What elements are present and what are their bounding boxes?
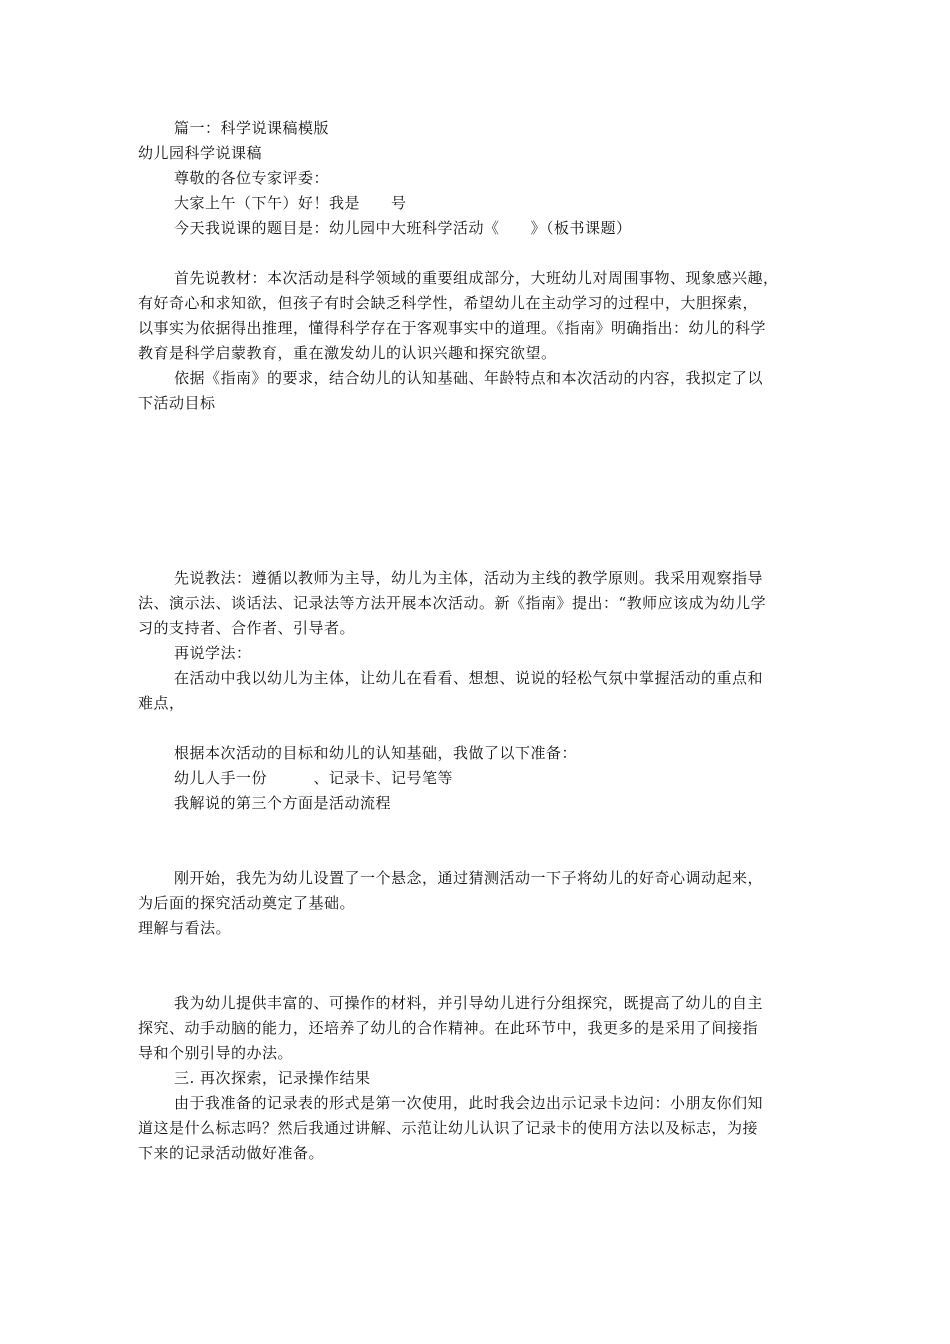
paragraph-line: 我解说的第三个方面是活动流程: [174, 794, 392, 812]
paragraph-line: 下活动目标: [138, 394, 216, 412]
paragraph-line: 为后面的探究活动奠定了基础。: [138, 894, 356, 912]
paragraph-line: 刚开始，我先为幼儿设置了一个悬念，通过猜测活动一下子将幼儿的好奇心调动起来，: [174, 869, 764, 887]
paragraph-line: 以事实为依据得出推理，懂得科学存在于客观事实中的道理。《指南》明确指出：幼儿的科学: [138, 319, 767, 337]
paragraph-line: 法、演示法、谈话法、记录法等方法开展本次活动。新《指南》提出：“教师应该成为幼儿学: [138, 594, 767, 612]
paragraph-line: 习的支持者、合作者、引导者。: [138, 619, 356, 637]
paragraph-line: 依据《指南》的要求，结合幼儿的认知基础、年龄特点和本次活动的内容，我拟定了以: [174, 369, 764, 387]
paragraph-line: 有好奇心和求知欲，但孩子有时会缺乏科学性，希望幼儿在主动学习的过程中，大胆探索，: [138, 294, 759, 312]
paragraph-line: 道这是什么标志吗？然后我通过讲解、示范让幼儿认识了记录卡的使用方法以及标志，为接: [138, 1119, 759, 1137]
paragraph-line: 根据本次活动的目标和幼儿的认知基础，我做了以下准备：: [174, 744, 578, 762]
paragraph-line: 先说教法：遵循以教师为主导，幼儿为主体，活动为主线的教学原则。我采用观察指导: [174, 569, 764, 587]
paragraph-line: 我为幼儿提供丰富的、可操作的材料，并引导幼儿进行分组探究，既提高了幼儿的自主: [174, 994, 764, 1012]
paragraph-line: 下来的记录活动做好准备。: [138, 1144, 325, 1162]
intro-line: 大家上午（下午）好！我是 号: [174, 194, 407, 212]
greeting-line: 尊敬的各位专家评委：: [174, 169, 330, 187]
paragraph-line: 首先说教材：本次活动是科学领域的重要组成部分，大班幼儿对周围事物、现象感兴趣，: [174, 269, 779, 287]
section-heading: 三. 再次探索，记录操作结果: [174, 1069, 371, 1087]
paragraph-line: 难点，: [138, 694, 185, 712]
paragraph-line: 导和个别引导的办法。: [138, 1044, 294, 1062]
paragraph-line: 在活动中我以幼儿为主体，让幼儿在看看、想想、说说的轻松气氛中掌握活动的重点和: [174, 669, 764, 687]
document-title: 幼儿园科学说课稿: [138, 144, 263, 162]
paragraph-line: 教育是科学启蒙教育，重在激发幼儿的认识兴趣和探究欲望。: [138, 344, 557, 362]
paragraph-line: 探究、动手动脑的能力，还培养了幼儿的合作精神。在此环节中，我更多的是采用了间接指: [138, 1019, 759, 1037]
paragraph-line: 幼儿人手一份 、记录卡、记号笔等: [174, 769, 454, 787]
paragraph-line: 理解与看法。: [138, 919, 232, 937]
paragraph-line: 由于我准备的记录表的形式是第一次使用，此时我会边出示记录卡边问：小朋友你们知: [174, 1094, 764, 1112]
paragraph-line: 再说学法：: [174, 644, 252, 662]
section-title: 篇一：科学说课稿模版: [174, 119, 330, 137]
topic-line: 今天我说课的题目是：幼儿园中大班科学活动《 》（板书课题）: [174, 219, 632, 237]
